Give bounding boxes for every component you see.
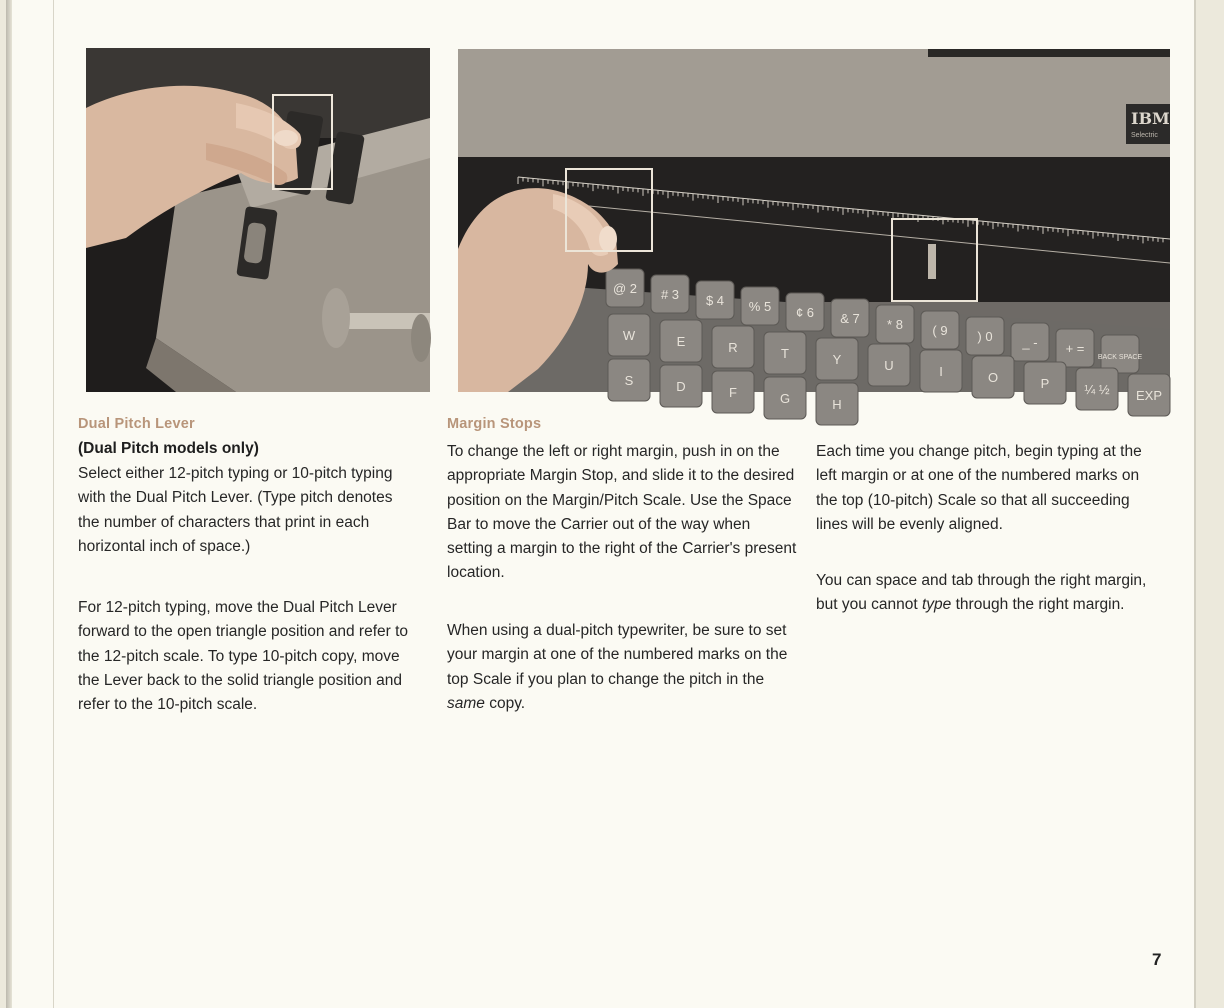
key-label: E	[676, 334, 686, 349]
ibm-logo-sub: Selectric	[1131, 132, 1158, 139]
key-label: Y	[832, 352, 842, 367]
keyboard-key	[1011, 323, 1049, 361]
page-spine	[6, 0, 12, 1008]
key-label: ¢ 6	[795, 305, 815, 320]
ibm-logo: IBM	[1131, 109, 1170, 128]
keyboard-key	[921, 311, 959, 349]
keyboard-key	[868, 344, 910, 386]
key-label: D	[676, 379, 686, 394]
emphasis-type: type	[922, 596, 952, 614]
keyboard-key	[608, 314, 650, 356]
margin-rule	[53, 0, 54, 1008]
pitch-change-paragraph-1: Each time you change pitch, begin typing at the left margin or at one of the numbered marks on the top (10-pitch) Scale so that all succeeding lines will be evenly aligned.	[816, 443, 1142, 533]
key-label: @ 2	[612, 281, 638, 296]
keyboard-key	[712, 371, 754, 413]
key-label: O	[987, 370, 999, 385]
keyboard-key	[606, 269, 644, 307]
key-label: _ -	[1022, 335, 1038, 350]
key-label: T	[781, 346, 789, 361]
keyboard-key	[696, 281, 734, 319]
keyboard-key	[660, 365, 702, 407]
key-label: * 8	[887, 317, 903, 332]
key-label: & 7	[840, 311, 860, 326]
page-edge	[1194, 0, 1196, 1008]
key-label: ¼ ½	[1084, 382, 1110, 397]
key-label: # 3	[660, 287, 680, 302]
page-number: 7	[1152, 950, 1162, 969]
keyboard-key	[741, 287, 779, 325]
key-label: F	[729, 385, 737, 400]
dual-pitch-lever-heading: Dual Pitch Lever	[78, 416, 195, 432]
keyboard-key	[1076, 368, 1118, 410]
margin-stops-heading: Margin Stops	[447, 416, 542, 432]
keyboard-key	[831, 299, 869, 337]
margin-stops-photo	[458, 49, 1170, 412]
dual-pitch-models-note: (Dual Pitch models only)	[78, 440, 259, 457]
key-label: I	[939, 364, 943, 379]
key-label: U	[884, 358, 894, 373]
keyboard-key	[608, 359, 650, 401]
key-label: P	[1040, 376, 1050, 391]
key-label: ) 0	[977, 329, 993, 344]
keyboard-key	[764, 377, 806, 419]
key-label: % 5	[748, 299, 772, 314]
manual-page	[6, 0, 1194, 1008]
margin-stops-paragraph-1: To change the left or right margin, push in on the appropriate Margin Stop, and slide it to the desired position on the Margin/Pitch Scale. Use the Space Bar to move the Carrier out of the way when setting a margin to the right of the Carrier's present location.	[447, 443, 797, 582]
keyboard-key	[651, 275, 689, 313]
key-label: $ 4	[705, 293, 725, 308]
keyboard-key	[764, 332, 806, 374]
key-label: + =	[1065, 341, 1085, 356]
dual-pitch-paragraph-1: Select either 12-pitch typing or 10-pitch typing with the Dual Pitch Lever. (Type pitch denotes the number of characters that print in each horizontal inch of space.)	[78, 465, 393, 555]
dual-pitch-paragraph-2: For 12-pitch typing, move the Dual Pitch Lever forward to the open triangle position and refer to the 12-pitch scale. To type 10-pitch copy, move the Lever back to the solid triangle position and refer to the 10-pitch scale.	[78, 599, 409, 714]
key-label: G	[779, 391, 791, 406]
key-label: R	[728, 340, 738, 355]
key-label: ( 9	[932, 323, 948, 338]
keyboard-key	[1056, 329, 1094, 367]
emphasis-same: same	[447, 694, 485, 712]
keyboard-key	[1128, 374, 1170, 416]
keyboard-key	[1098, 335, 1143, 373]
key-label: W	[622, 328, 636, 343]
keyboard-key	[876, 305, 914, 343]
keyboard-key	[966, 317, 1004, 355]
keyboard-key	[816, 338, 858, 380]
key-label: S	[624, 373, 634, 388]
key-label: H	[832, 397, 842, 412]
pitch-change-paragraph-2: You can space and tab through the right margin, but you cannot type through the right margin.	[816, 572, 1147, 614]
key-label: EXP	[1135, 388, 1163, 403]
keyboard-key	[1024, 362, 1066, 404]
dual-pitch-lever-photo	[86, 48, 430, 392]
keyboard-key	[660, 320, 702, 362]
keyboard-key	[920, 350, 962, 392]
margin-stops-illustration	[458, 49, 1170, 412]
keyboard-key	[712, 326, 754, 368]
key-label: BACK SPACE	[1097, 354, 1143, 361]
margin-stops-paragraph-2: When using a dual-pitch typewriter, be sure to set your margin at one of the numbered marks on the top Scale if you plan to change the pitch in the same copy.	[447, 622, 788, 712]
keyboard-key	[972, 356, 1014, 398]
dual-pitch-lever-illustration	[86, 48, 430, 392]
keyboard-key	[816, 383, 858, 425]
keyboard-key	[786, 293, 824, 331]
